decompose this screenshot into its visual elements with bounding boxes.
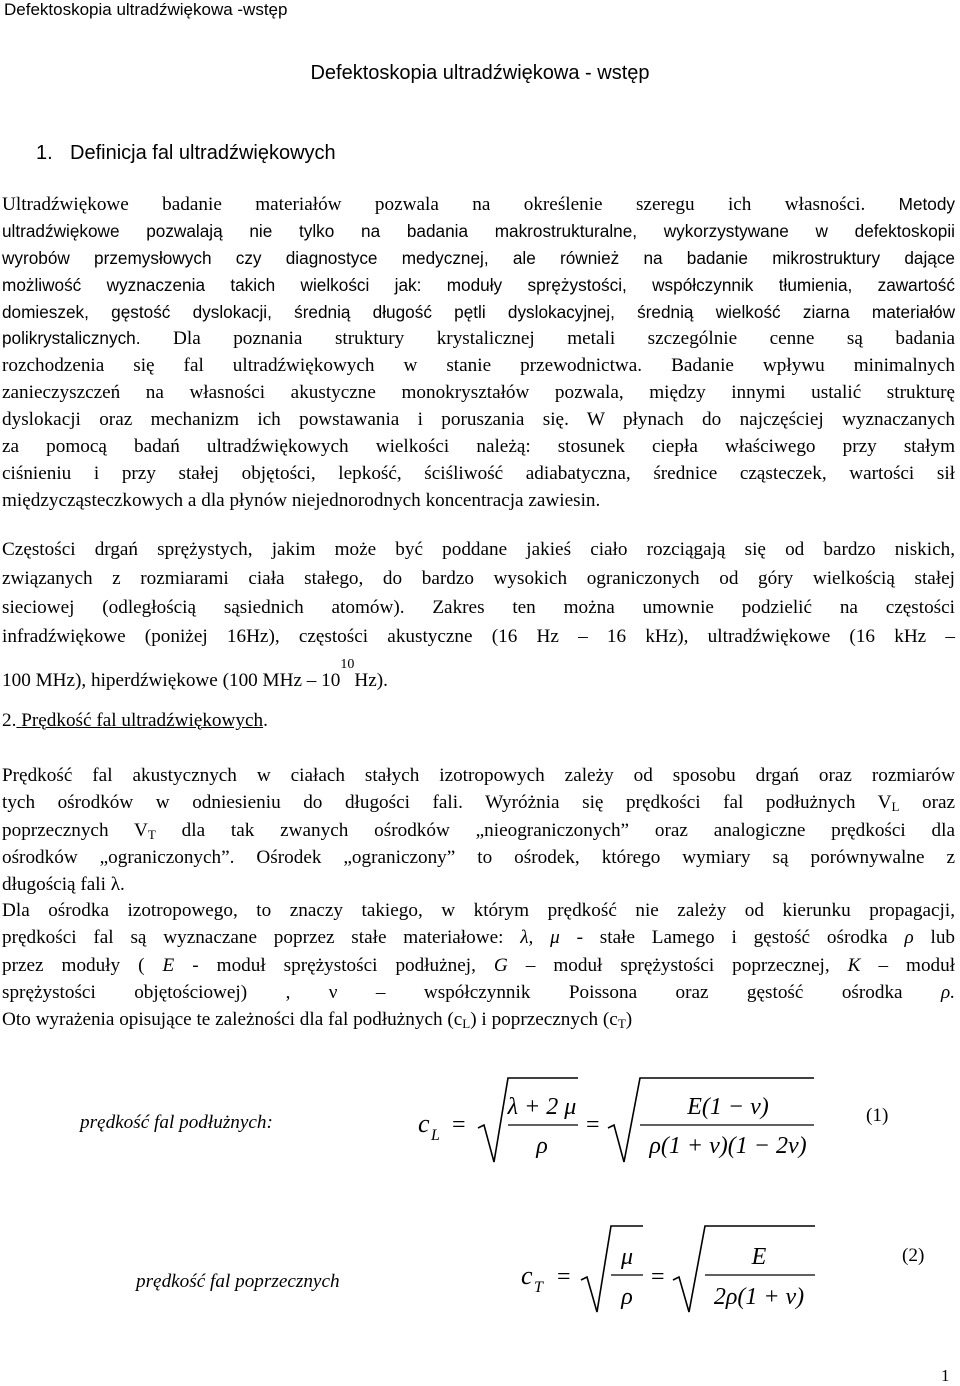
formula-2-label: prędkość fal poprzecznych <box>136 1271 340 1292</box>
paragraph-1-line <box>2 194 955 221</box>
paragraph-1-line <box>2 328 955 355</box>
text-span: E <box>162 954 175 976</box>
formula-1-den1: ρ <box>536 1133 548 1159</box>
text-span: G <box>493 954 508 976</box>
page-number: 1 <box>941 1366 950 1385</box>
paragraph-1-line <box>2 382 955 409</box>
paragraph-1-line <box>2 275 955 302</box>
section-2-dot: . <box>263 710 268 731</box>
text-span: ρ. <box>941 981 956 1003</box>
subscript: L <box>462 1016 471 1032</box>
text-span: zanieczyszczeń na własności akustyczne monokryształów pozwala, między innymi ustalić strukturę <box>2 382 955 404</box>
text-span: dyslokacji oraz mechanizm ich powstawania i poruszania się. <box>2 409 569 431</box>
text-span: dla tak zwanych ośrodków „nieograniczonych” oraz analogiczne prędkości dla <box>181 819 956 841</box>
paragraph-2-line: infradźwiękowe (poniżej 16Hz), częstości akustyczne (16 Hz – 16 kHz), ultradźwiękowe (16 kHz – <box>2 626 955 647</box>
text-span: rozchodzenia się fal ultradźwiękowych w stanie przewodnictwa. <box>2 355 643 377</box>
text-span: wyrobów przemysłowych czy diagnostyce medycznej, ale również na badanie mikrostruktury dające <box>2 247 955 268</box>
text-span: ) <box>625 1009 633 1031</box>
running-header: Defektoskopia ultradźwiękowa -wstęp <box>4 0 288 19</box>
formula-2-lhs: c <box>521 1261 533 1290</box>
subscript: T <box>617 1016 626 1032</box>
formula-1-number: (1) <box>866 1105 889 1126</box>
formula-2-lhs-sub: T <box>534 1279 543 1296</box>
text-span: K <box>847 954 861 976</box>
paragraph-3 <box>2 765 955 901</box>
paragraph-1-line <box>2 409 955 436</box>
text-span: domieszek, gęstość dyslokacji, średnią długość pętli dyslokacyjnej, średnią wielkość ziarna materiałów <box>2 301 955 322</box>
paragraph-1-line <box>2 302 955 329</box>
paragraph-1-line <box>2 355 955 382</box>
paragraph-4-line <box>2 1009 955 1036</box>
text-span: lub <box>930 927 956 949</box>
paragraph-2-line <box>2 657 955 699</box>
paragraph-1-line <box>2 463 955 490</box>
text-span: - moduł sprężystości podłużnej, <box>192 954 476 976</box>
section-2-heading <box>2 710 268 732</box>
formula-1 <box>410 1070 830 1178</box>
paragraph-1-line <box>2 221 955 248</box>
paragraph-2-line: Częstości drgań sprężystych, jakim może być poddane jakieś ciało rozciągają się od bardzo niskich, <box>2 539 955 560</box>
section-1-heading <box>36 142 336 165</box>
paragraph-4-line <box>2 927 955 954</box>
formula-2-num1: μ <box>620 1244 634 1270</box>
text-span: przez moduły ( <box>2 954 145 976</box>
formula-2 <box>515 1212 835 1320</box>
text-span: 100 MHz), hiperdźwiękowe (100 MHz – 10 <box>2 670 341 691</box>
paragraph-1-line <box>2 248 955 275</box>
section-2-number: 2. <box>2 710 17 731</box>
text-span: – moduł sprężystości poprzecznej, <box>525 954 830 976</box>
text-span: za pomocą badań ultradźwiękowych wielkości należą: stosunek ciepła właściwego przy stałym <box>2 436 955 458</box>
formula-1-label: prędkość fal podłużnych: <box>80 1112 273 1133</box>
formula-1-sqrt1 <box>478 1078 578 1162</box>
paragraph-2-line: sieciowej (odległością sąsiednich atomów). Zakres ten można umownie podzielić na częstości <box>2 597 955 618</box>
subscript: T <box>147 826 156 842</box>
text-span: Prędkość fal ultradźwiękowych <box>21 710 264 731</box>
formula-1-den2: ρ(1 + ν)(1 − 2ν) <box>649 1133 807 1159</box>
formula-1-eq2: = <box>586 1112 600 1138</box>
section-2-title <box>16 710 263 731</box>
paragraph-3-line: Prędkość fal akustycznych w ciałach stałych izotropowych zależy od sposobu drgań oraz rozmiarów <box>2 765 955 786</box>
paragraph-3-line <box>2 820 955 847</box>
text-span: polikrystalicznych. <box>2 328 141 349</box>
paragraph-4-line <box>2 955 955 982</box>
paragraph-1-line <box>2 436 955 463</box>
formula-1-lhs: c <box>418 1109 430 1138</box>
text-span: - stałe Lamego i gęstość ośrodka <box>576 927 888 949</box>
paragraph-4-line <box>2 982 955 1009</box>
paragraph-2-line: związanych z rozmiarami ciała stałego, do bardzo wysokich ograniczonych od góry wielkością stałej <box>2 568 955 589</box>
exponent: 10 <box>340 657 355 672</box>
text-span: poprzecznych V <box>2 819 148 841</box>
formula-2-den1: ρ <box>621 1284 633 1310</box>
subscript: L <box>891 799 900 815</box>
paragraph-4-line: Dla ośrodka izotropowego, to znaczy takiego, w którym prędkość nie zależy od kierunku propagacji, <box>2 900 955 921</box>
text-span: Hz). <box>354 670 388 691</box>
text-span: międzycząsteczkowych a dla płynów niejednorodnych koncentracja zawiesin. <box>2 489 601 511</box>
formula-2-number: (2) <box>902 1245 925 1266</box>
paragraph-2 <box>2 539 955 699</box>
text-span: ciśnieniu i przy stałej objętości, lepkość, ściśliwość adiabatyczna, średnice cząsteczek, wartości sił <box>2 462 955 484</box>
text-span: λ, μ <box>520 927 560 949</box>
text-span: Ultradźwiękowe badanie materiałów pozwala na określenie szeregu ich własności. <box>2 194 866 215</box>
text-span: – moduł <box>878 954 956 976</box>
section-1-title: Definicja fal ultradźwiękowych <box>70 142 336 164</box>
text-span: ) i poprzecznych (c <box>470 1009 618 1031</box>
formula-2-eq2: = <box>651 1264 665 1290</box>
paragraph-3-line: długością fali λ. <box>2 874 125 896</box>
text-span: W płynach do najczęściej wyznaczanych <box>586 409 956 431</box>
formula-1-lhs-sub: L <box>431 1127 440 1144</box>
text-span: Oto wyrażenia opisujące te zależności dla fal podłużnych (c <box>2 1009 463 1031</box>
section-1-number: 1. <box>36 142 53 164</box>
paragraph-3-line <box>2 792 955 819</box>
text-span: Metody <box>898 194 956 214</box>
text-span: możliwość wyznaczenia takich wielkości jak: moduły sprężystości, współczynnik tłumienia, zawartość <box>2 274 955 295</box>
formula-2-den2: 2ρ(1 + ν) <box>713 1284 805 1310</box>
formula-2-num2: E <box>751 1244 767 1270</box>
formula-2-eq1: = <box>557 1264 571 1290</box>
paragraph-4 <box>2 900 955 1036</box>
paragraph-3-line: ośrodków „ograniczonych”. Ośrodek „ograniczony” to ośrodek, którego wymiary są porównywalne z <box>2 846 955 868</box>
paragraph-1-line <box>2 490 955 517</box>
text-span: sprężystości objętościowej) , ν – współczynnik Poissona oraz gęstość ośrodka <box>2 981 903 1003</box>
text-span: oraz <box>921 792 955 814</box>
formula-1-num1: λ + 2 μ <box>507 1094 577 1120</box>
formula-1-num2: E(1 − ν) <box>687 1094 769 1120</box>
text-span: ρ <box>904 927 914 949</box>
text-span: Dla poznania struktury krystalicznej metali szczególnie cenne są badania <box>173 328 956 350</box>
text-span: prędkości fal są wyznaczane poprzez stałe materiałowe: <box>2 927 504 949</box>
document-title: Defektoskopia ultradźwiękowa - wstęp <box>310 62 650 84</box>
text-span: Badanie wpływu minimalnych <box>671 355 955 377</box>
text-span: ultradźwiękowe pozwalają nie tylko na badania makrostrukturalne, wykorzystywane w defektoskopii <box>2 220 955 241</box>
formula-2-sqrt1 <box>581 1226 643 1312</box>
paragraph-1 <box>2 194 955 517</box>
formula-1-eq1: = <box>452 1112 466 1138</box>
text-span: tych ośrodków w odniesieniu do długości fali. Wyróżnia się prędkości fal podłużnych V <box>2 792 892 814</box>
